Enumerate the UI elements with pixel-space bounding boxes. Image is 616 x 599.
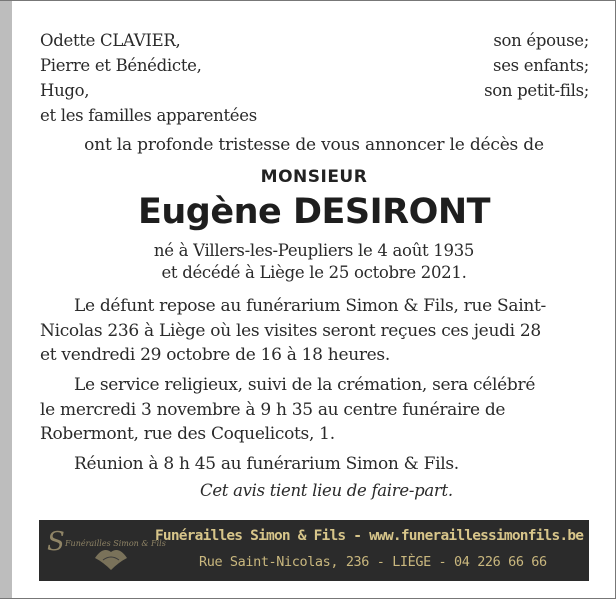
deceased-name: Eugène DESIRONT: [137, 192, 491, 232]
family-relation: ses enfants;: [493, 56, 589, 75]
paragraph-line: le mercredi 3 novembre à 9 h 35 au centre funéraire de: [40, 399, 506, 420]
family-name: Hugo,: [40, 81, 90, 100]
paragraph-line: Le service religieux, suivi de la crémation, sera célébré: [74, 375, 536, 395]
closing-note: Cet avis tient lieu de faire-part.: [200, 481, 453, 500]
death-info: et décédé à Liège le 25 octobre 2021.: [161, 263, 467, 282]
honorific: MONSIEUR: [260, 167, 368, 187]
family-name: Odette CLAVIER,: [40, 31, 181, 50]
svg-text:S: S: [47, 527, 65, 557]
paragraph-line: Le défunt repose au funérarium Simon & Fils, rue Saint-: [74, 296, 546, 316]
paragraph-line: Réunion à 8 h 45 au funérarium Simon & Fils.: [74, 454, 459, 474]
family-row-3: [40, 80, 589, 102]
visitation-paragraph: [40, 294, 588, 368]
service-paragraph: [40, 373, 588, 447]
funeral-home-banner: [39, 520, 589, 581]
funeral-home-logo-icon: [43, 524, 166, 577]
birth-info: né à Villers-les-Peupliers le 4 août 1935: [153, 241, 475, 260]
family-relation: son épouse;: [493, 31, 589, 50]
paragraph-line: Robermont, rue des Coquelicots, 1.: [40, 424, 335, 444]
family-relation: son petit-fils;: [484, 81, 589, 100]
family-name: et les familles apparentées: [40, 106, 257, 125]
paragraph-line: Nicolas 236 à Liège où les visites seront reçues ces jeudi 28: [40, 320, 541, 341]
logo-text: Funérailles Simon & Fils: [65, 539, 166, 548]
family-name: Pierre et Bénédicte,: [40, 56, 202, 75]
banner-address: Rue Saint-Nicolas, 236 - LIÈGE - 04 226 66 66: [199, 554, 547, 570]
banner-title: Funérailles Simon & Fils - www.funeraillessimonfils.be: [155, 528, 584, 544]
family-row-1: [40, 30, 589, 52]
family-row-4: [40, 105, 589, 127]
paragraph-line: et vendredi 29 octobre de 16 à 18 heures.: [40, 345, 390, 365]
gathering-paragraph: [40, 452, 588, 477]
family-row-2: [40, 55, 589, 77]
announcement-text: ont la profonde tristesse de vous annoncer le décès de: [84, 135, 544, 155]
